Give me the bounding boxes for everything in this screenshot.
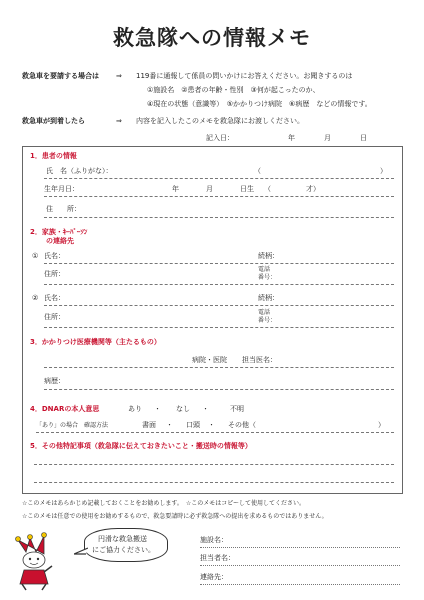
notes-line-2	[34, 482, 394, 483]
contact-1-address-label: 住所：	[44, 270, 65, 278]
dob-label: 生年月日：	[44, 185, 79, 193]
arrow-icon: ⇒	[116, 72, 122, 80]
contact-line	[200, 584, 400, 585]
contact-2-phone-label-2: 番号：	[258, 317, 277, 324]
intro-call-items-2: ④現在の状態（意識等） ⑤かかりつけ病院 ⑥病歴 などの情報です。	[147, 100, 372, 108]
facility-line	[200, 547, 400, 548]
speech-bubble-tail-icon	[74, 546, 88, 556]
contact-1-address-line	[44, 284, 394, 285]
contact-2-phone-label: 電話	[258, 309, 271, 316]
person-label: 担当者名：	[200, 554, 235, 562]
contact-1-phone-label-2: 番号：	[258, 274, 277, 281]
dnar-method-oral: 口頭	[186, 421, 200, 429]
dnar-method-other: その他（	[228, 421, 256, 429]
doctor-label: 担当医名：	[242, 356, 277, 364]
name-line	[44, 178, 394, 179]
dob-year: 年	[172, 185, 179, 193]
intro-arrival-text: 内容を記入したこのメモを救急隊にお渡しください。	[136, 117, 304, 125]
contact-2-address-line	[44, 327, 394, 328]
contact-2-name-line	[44, 305, 394, 306]
dnar-unknown: 不明	[230, 405, 244, 413]
date-year: 年	[288, 134, 295, 142]
intro-call-text: 119番に通報して係員の問いかけにお答えください。お聞きするのは	[136, 72, 353, 80]
history-line	[44, 389, 394, 390]
section-5-title: 5．その他特記事項（救急隊に伝えておきたいこと・搬送時の情報等）	[30, 442, 252, 450]
dnar-yes: あり	[128, 405, 142, 413]
intro-call-items-1: ①施設名 ②患者の年齢・性別 ③何が起こったのか、	[147, 86, 320, 94]
date-label: 記入日：	[206, 134, 234, 142]
person-line	[200, 565, 400, 566]
dob-day: 日生	[240, 185, 254, 193]
address-label: 住 所：	[46, 205, 81, 213]
contact-1-no: ①	[32, 252, 39, 260]
dnar-confirm-label: 「あり」の場合 確認方法	[36, 422, 109, 429]
section-1-title: 1．患者の情報	[30, 152, 77, 160]
dnar-sep-2: ・	[202, 405, 209, 413]
age-close: 才）	[306, 185, 320, 193]
section-3-title: 3．かかりつけ医療機関等（主たるもの）	[30, 338, 161, 346]
address-line	[44, 217, 394, 218]
contact-2-address-label: 住所：	[44, 313, 65, 321]
note-2: ☆このメモは任意での使用をお勧めするもので、救急要請時に必ず救急隊への提出を求めるものではありません。	[22, 513, 328, 520]
contact-1-relation-label: 続柄：	[258, 252, 279, 260]
section-4-title: 4．DNARの本人意思	[30, 405, 100, 413]
intro-label-call: 救急車を要請する場合は	[22, 72, 99, 80]
bubble-text-1: 円滑な救急搬送	[98, 535, 147, 543]
hospital-label: 病院・医院	[192, 356, 227, 364]
date-day: 日	[360, 134, 367, 142]
section-2-title-2: の連絡先	[46, 237, 74, 245]
history-label: 病歴：	[44, 377, 65, 385]
dnar-sep-4: ・	[208, 421, 215, 429]
speech-bubble	[84, 528, 168, 562]
notes-line-1	[34, 464, 394, 465]
hospital-line	[44, 367, 394, 368]
date-month: 月	[324, 134, 331, 142]
arrow-icon: ⇒	[116, 117, 122, 125]
contact-label: 連絡先：	[200, 573, 228, 581]
age-open: （	[264, 185, 271, 193]
dnar-sep-3: ・	[166, 421, 173, 429]
dnar-method-close: ）	[378, 421, 385, 429]
dnar-method-paper: 書面	[142, 421, 156, 429]
contact-2-relation-label: 続柄：	[258, 294, 279, 302]
facility-label: 施設名：	[200, 536, 228, 544]
page-title: 救急隊への情報メモ	[113, 26, 311, 50]
section-2-title: 2．家族・ｷｰﾊﾟｰｿﾝ	[30, 228, 88, 236]
dob-month: 月	[206, 185, 213, 193]
paren-open: （	[254, 167, 261, 175]
bubble-text-2: にご協力ください。	[92, 546, 155, 554]
paren-close: ）	[380, 167, 387, 175]
contact-1-name-line	[44, 263, 394, 264]
dnar-line	[36, 432, 394, 433]
dnar-no: なし	[176, 405, 190, 413]
note-1: ☆このメモはあらかじめ記載しておくことをお勧めします。 ☆このメモはコピーして使用してください。	[22, 500, 306, 507]
name-label: 氏 名（ふりがな）：	[46, 167, 113, 175]
contact-1-name-label: 氏名：	[44, 252, 65, 260]
contact-2-no: ②	[32, 294, 39, 302]
contact-1-phone-label: 電話	[258, 266, 271, 273]
dnar-sep-1: ・	[154, 405, 161, 413]
dob-line	[44, 196, 394, 197]
contact-2-name-label: 氏名：	[44, 294, 65, 302]
intro-label-arrival: 救急車が到着したら	[22, 117, 85, 125]
mascot-icon	[12, 532, 58, 592]
